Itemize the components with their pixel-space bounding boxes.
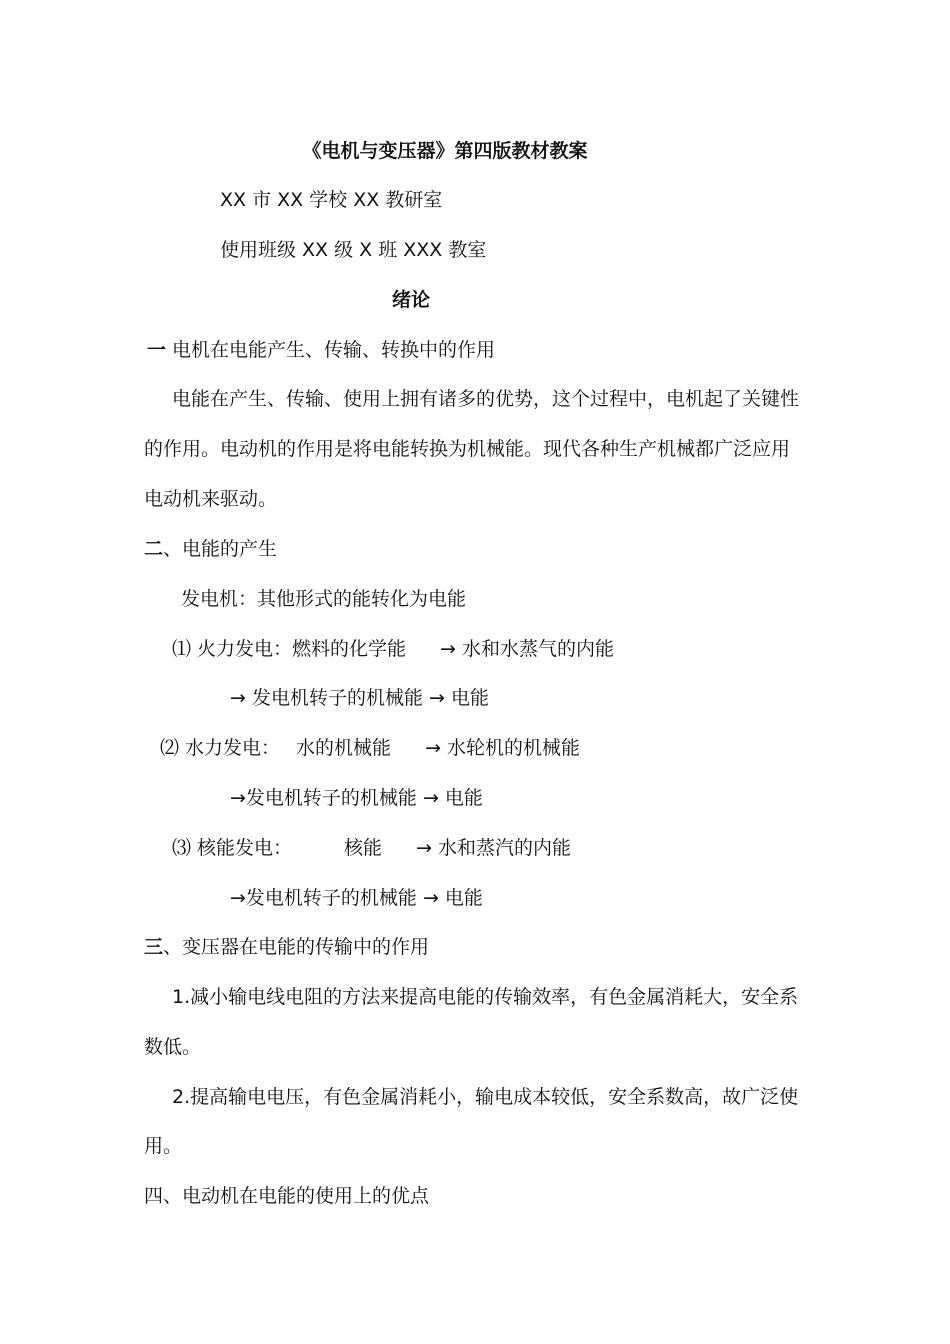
section-1-title: 电机在电能产生、传输、转换中的作用 <box>166 339 496 361</box>
nuclear-power-source: 核能 <box>344 837 383 859</box>
class-info-line: 使用班级 XX 级 X 班 XXX 教室 <box>220 239 487 261</box>
hydro-power-line-1 <box>160 736 580 760</box>
nuclear-power-line-1 <box>172 836 571 860</box>
section-3-title: 、变压器在电能的传输中的作用 <box>163 936 430 958</box>
section-1-heading <box>147 338 495 362</box>
section-1-paragraph-line-1: 电能在产生、传输、使用上拥有诸多的优势，这个过程中，电机起了关键性 <box>172 388 800 410</box>
thermal-power-source: ⑴ 火力发电：燃料的化学能 <box>172 638 407 660</box>
section-2-number: 二 <box>144 538 164 560</box>
section-1-paragraph-line-2: 的作用。电动机的作用是将电能转换为机械能。现代各种生产机械都广泛应用 <box>144 438 791 460</box>
thermal-power-step: → 水和水蒸气的内能 <box>440 638 615 660</box>
hydro-power-source: 水的机械能 <box>296 737 392 759</box>
section-2-heading <box>144 537 277 561</box>
nuclear-power-line-2: →发电机转子的机械能 → 电能 <box>230 887 483 909</box>
section-3-point-2-line-1: 2.提高输电电压，有色金属消耗小，输电成本较低，安全系数高，故广泛使 <box>172 1086 799 1108</box>
hydro-power-line-2: →发电机转子的机械能 → 电能 <box>230 787 483 809</box>
generator-definition: 发电机：其他形式的能转化为电能 <box>181 588 467 610</box>
document-title: 《电机与变压器》第四版教材教案 <box>302 140 588 162</box>
hydro-power-step: → 水轮机的机械能 <box>425 737 581 759</box>
section-1-number: 一 <box>147 339 167 361</box>
thermal-power-line-2: → 发电机转子的机械能 → 电能 <box>230 687 489 709</box>
section-4-heading: 四、电动机在电能的使用上的优点 <box>144 1185 430 1207</box>
section-3-number: 三 <box>144 936 164 958</box>
section-3-point-2-line-2: 用。 <box>144 1135 183 1157</box>
section-3-heading <box>144 935 429 959</box>
section-heading: 绪论 <box>391 289 430 311</box>
section-2-title: 、电能的产生 <box>163 538 278 560</box>
nuclear-power-label: ⑶ 核能发电： <box>172 837 293 859</box>
section-3-point-1-line-1: 1.减小输电线电阻的方法来提高电能的传输效率，有色金属消耗大，安全系 <box>172 986 799 1008</box>
thermal-power-line-1 <box>172 637 614 661</box>
section-1-paragraph-line-3: 电动机来驱动。 <box>144 488 278 510</box>
hydro-power-label: ⑵ 水力发电： <box>160 737 281 759</box>
school-line: XX 市 XX 学校 XX 教研室 <box>220 189 443 211</box>
nuclear-power-step: → 水和蒸汽的内能 <box>416 837 572 859</box>
section-3-point-1-line-2: 数低。 <box>144 1036 202 1058</box>
